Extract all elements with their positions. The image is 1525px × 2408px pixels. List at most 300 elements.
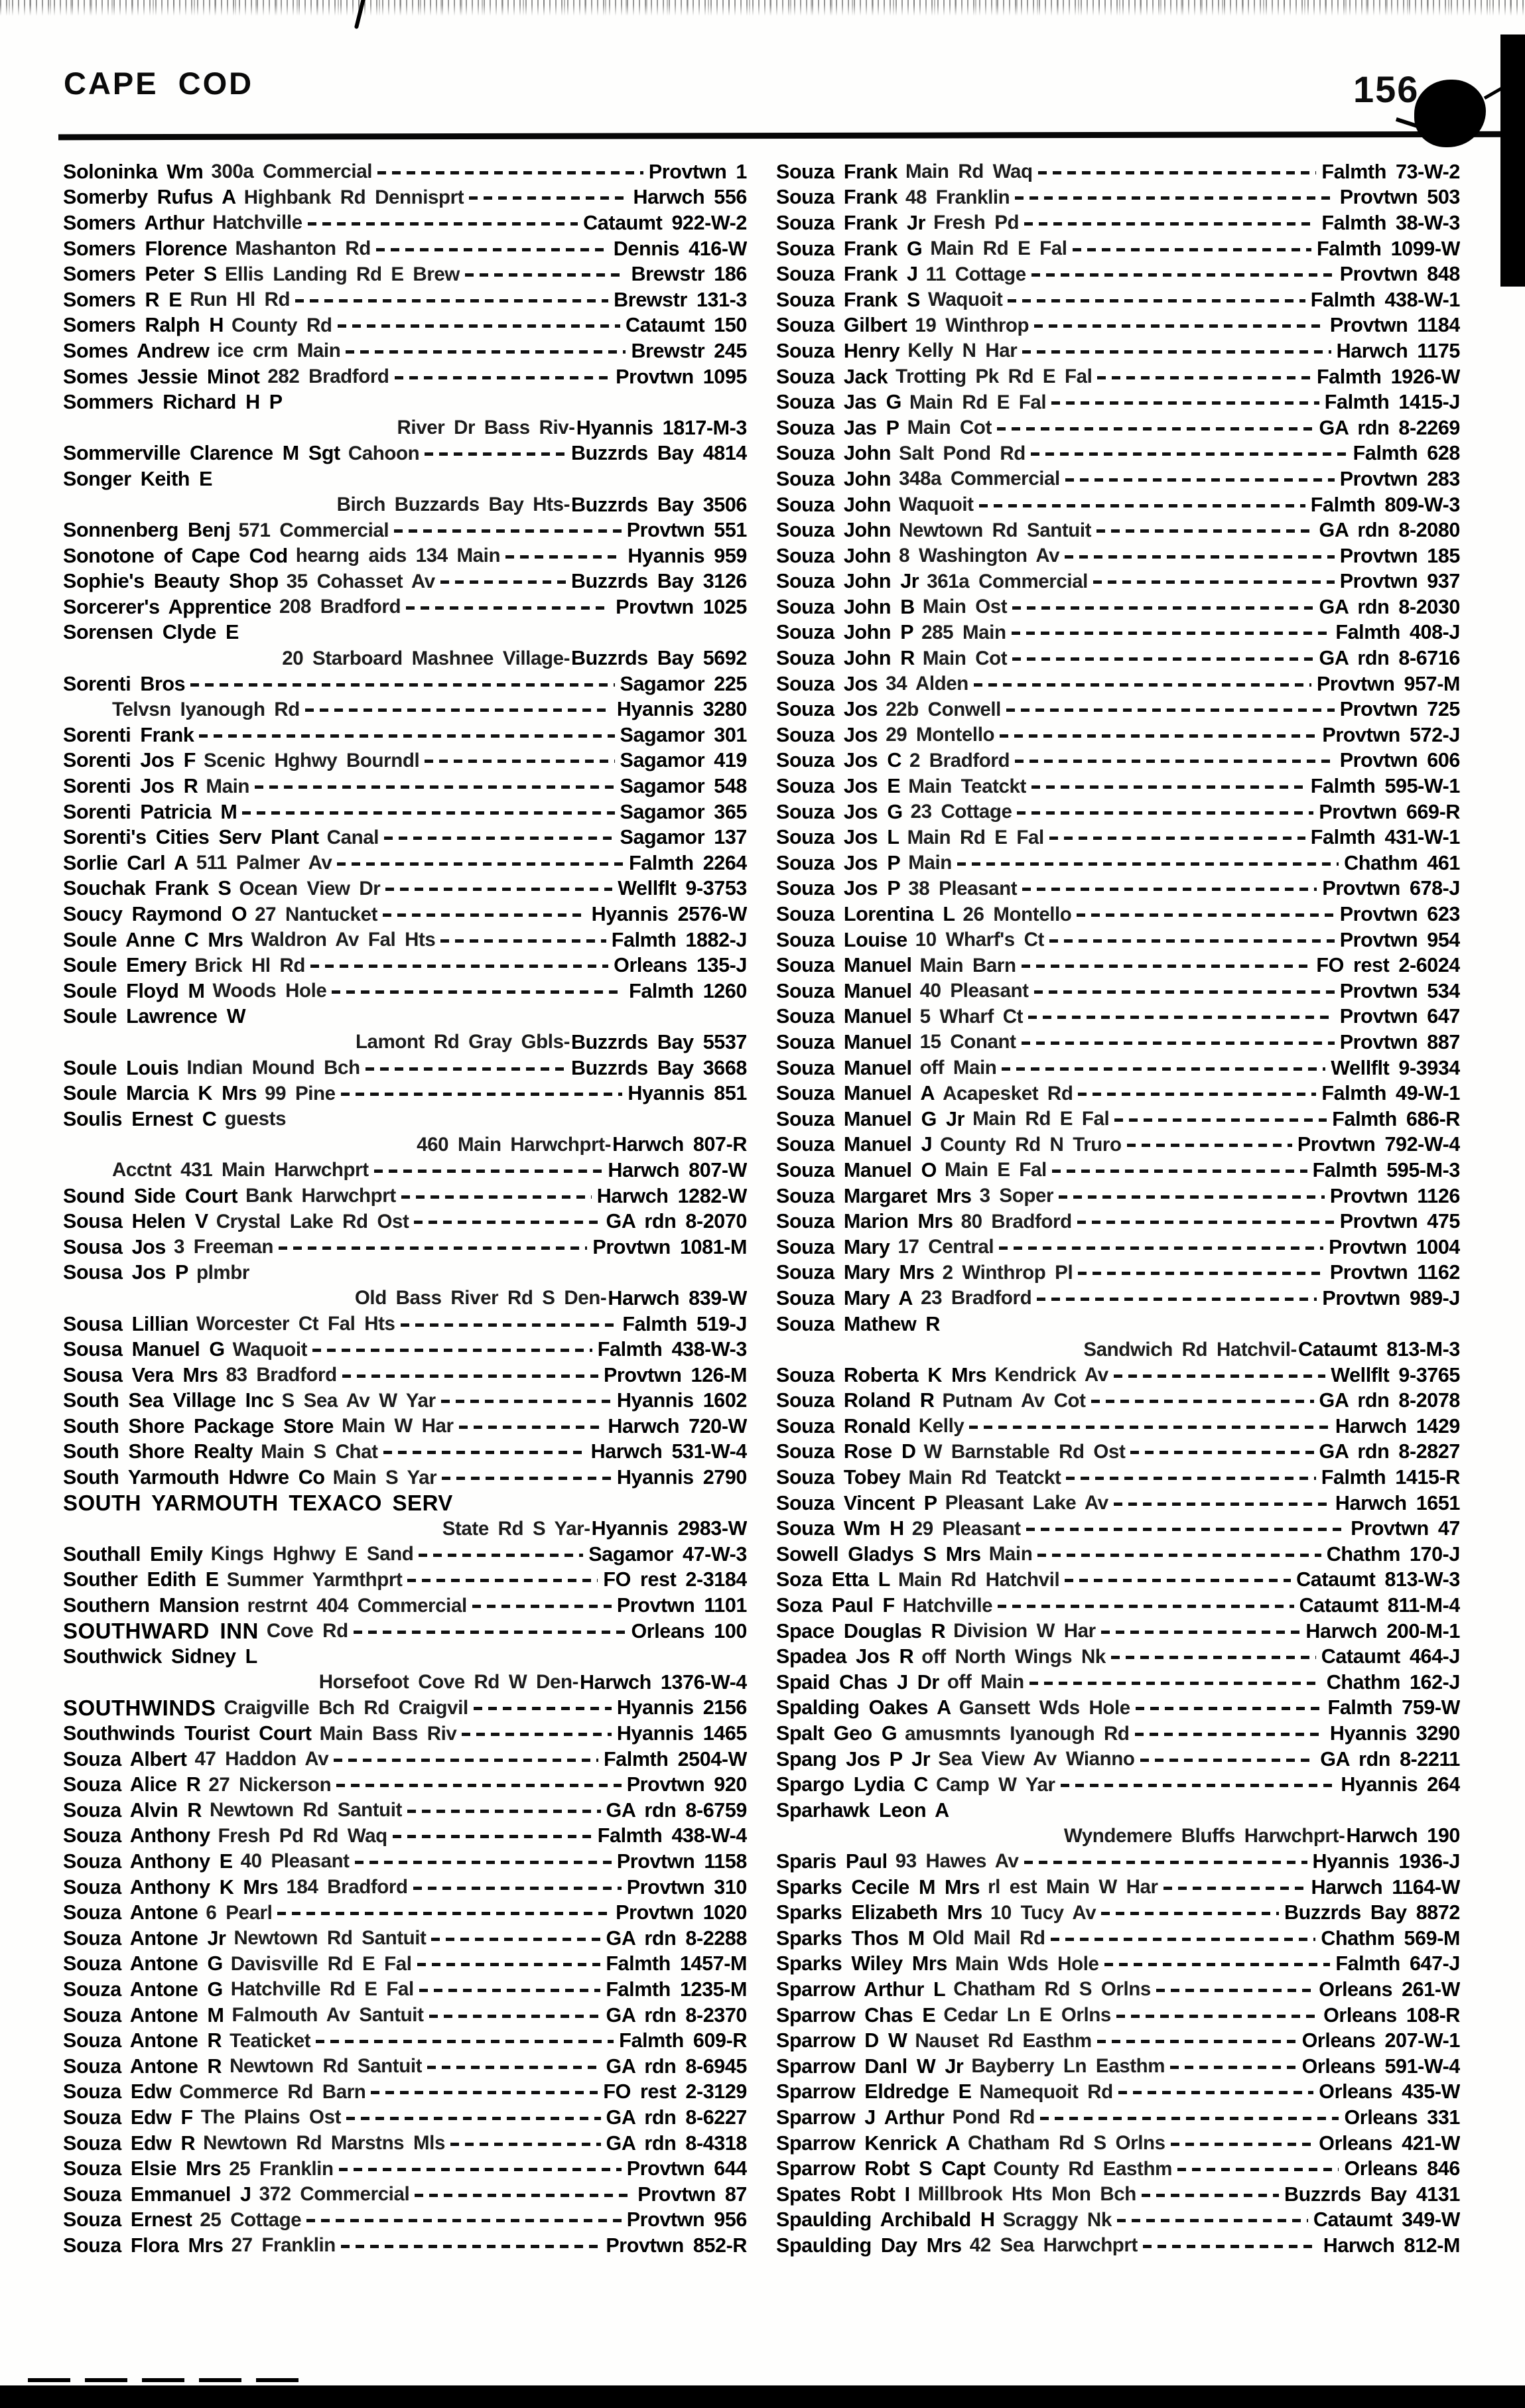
entry-name: Sparrow Eldredge E <box>776 2080 972 2104</box>
dash-leader <box>346 350 626 354</box>
directory-entry <box>776 1952 1460 1977</box>
entry-name: SOUTH YARMOUTH TEXACO SERV <box>63 1491 453 1516</box>
entry-phone-number: Orleans 207-W-1 <box>1301 2029 1460 2052</box>
dash-leader <box>1127 1144 1292 1147</box>
entry-name: Sonotone of Cape Cod <box>63 544 288 567</box>
directory-entry <box>63 364 747 390</box>
entry-name: Sound Side Court <box>63 1184 238 1207</box>
entry-phone-number: Provtwn 1 <box>648 160 747 183</box>
dash-leader <box>1012 657 1313 661</box>
entry-address: Ellis Landing Rd E Brew <box>224 263 460 285</box>
directory-entry <box>63 1926 747 1952</box>
entry-name: South Shore Package Store <box>63 1414 334 1438</box>
entry-phone-number: Provtwn 1126 <box>1329 1184 1460 1207</box>
entry-phone-number: Provtwn 989-J <box>1322 1286 1460 1309</box>
entry-phone-number: Falmth 49-W-1 <box>1321 1082 1460 1105</box>
entry-name: Souza Roberta K Mrs <box>776 1363 987 1386</box>
entry-name: Souza Mary A <box>776 1286 913 1309</box>
entry-phone-number: Provtwn 1095 <box>616 365 747 388</box>
entry-phone-number: Falmth 1260 <box>629 979 747 1002</box>
entry-address: 22b Conwell <box>886 698 1001 720</box>
entry-address: Kendrick Av <box>994 1364 1108 1386</box>
entry-address: Putnam Av Cot <box>942 1389 1086 1412</box>
entry-phone-number: Provtwn 644 <box>626 2157 747 2180</box>
directory-entry <box>776 722 1460 748</box>
entry-address: Hatchville <box>902 1594 993 1617</box>
entry-phone-number: Falmth 1457-M <box>606 1952 747 1975</box>
entry-address: Birch Buzzards Bay Hts- <box>336 494 570 516</box>
entry-phone-number: Harwch 720-W <box>608 1414 747 1438</box>
dash-leader <box>1049 939 1335 943</box>
entry-address: 2 Bradford <box>909 749 1010 771</box>
dash-leader <box>346 2117 601 2120</box>
entry-address: 38 Pleasant <box>908 877 1018 900</box>
entry-name-only <box>63 466 747 492</box>
dash-leader <box>1034 324 1325 328</box>
entry-name-only <box>776 1798 1460 1824</box>
dash-leader <box>1012 632 1331 635</box>
entry-address: S Sea Av W Yar <box>281 1389 436 1412</box>
dash-leader <box>1097 376 1311 379</box>
directory-entry <box>776 389 1460 415</box>
directory-entry <box>63 2182 747 2208</box>
entry-name: Sparrow Danl W Jr <box>776 2054 964 2078</box>
entry-address: Highbank Rd Dennisprt <box>243 186 464 208</box>
entry-name: Souza Elsie Mrs <box>63 2157 222 2180</box>
entry-address: W Barnstable Rd Ost <box>923 1440 1126 1463</box>
entry-address: Newtown Rd Marstns Mls <box>203 2132 445 2155</box>
entry-name: Soucy Raymond O <box>63 903 247 926</box>
entry-phone-number: Harwch 1282-W <box>596 1184 747 1207</box>
entry-phone-number: Falmth 1099-W <box>1316 237 1460 260</box>
dash-leader <box>406 606 610 610</box>
entry-name: Sparrow J Arthur <box>776 2106 945 2129</box>
entry-phone-number: Falmth 1415-R <box>1321 1466 1460 1489</box>
dash-leader <box>415 2194 632 2197</box>
entry-phone-number: Buzzrds Bay 3506 <box>571 493 747 516</box>
directory-entry <box>63 1747 747 1773</box>
entry-name: Sorenti Bros <box>63 672 186 695</box>
entry-address: 10 Tucy Av <box>990 1901 1096 1924</box>
entry-name-only <box>63 1644 747 1670</box>
entry-phone-number: Provtwn 87 <box>637 2182 747 2206</box>
entry-address: Newtown Rd Santuit <box>233 1927 427 1950</box>
entry-name: Souza Jos L <box>776 826 899 849</box>
entry-address: Pleasant Lake Av <box>945 1492 1108 1514</box>
directory-entry <box>63 876 747 902</box>
entry-address: Main Rd E Fal <box>930 237 1067 260</box>
entry-name: Souza Ronald <box>776 1414 911 1438</box>
entry-address: Bank Harwchprt <box>245 1185 396 1207</box>
entry-name: Sparrow Kenrick A <box>776 2131 960 2155</box>
entry-address: Pond Rd <box>952 2106 1035 2129</box>
dash-leader <box>997 427 1314 431</box>
entry-name: Souza Antone <box>63 1901 198 1924</box>
entry-address: Main S Yar <box>332 1466 437 1489</box>
dash-leader <box>1066 1477 1315 1480</box>
dash-leader <box>1077 1221 1335 1224</box>
entry-phone-number: Harwch 1429 <box>1335 1414 1460 1438</box>
dash-leader <box>474 1707 612 1710</box>
entry-name: Sparrow Chas E <box>776 2003 936 2027</box>
entry-phone-number: Provtwn 1081-M <box>592 1235 747 1258</box>
dash-leader <box>1135 1733 1325 1736</box>
directory-entry <box>776 261 1460 287</box>
entry-phone-number: Provtwn 1158 <box>616 1849 747 1873</box>
entry-name: Souza Lorentina L <box>776 903 955 926</box>
entry-phone-number: Provtwn 937 <box>1339 570 1460 593</box>
dash-leader <box>407 1810 601 1813</box>
entry-phone-number: GA rdn 8-2827 <box>1319 1440 1460 1463</box>
entry-phone-number: Provtwn 920 <box>626 1773 747 1796</box>
entry-phone-number: Chathm 162-J <box>1326 1670 1460 1694</box>
dash-leader <box>419 1554 583 1557</box>
entry-address: Main Wds Hole <box>955 1952 1099 1975</box>
dash-leader <box>1177 2168 1339 2171</box>
directory-entry <box>63 1363 747 1388</box>
entry-name: Spadea Jos R <box>776 1645 914 1668</box>
dash-leader <box>342 1374 598 1378</box>
entry-name: Spaid Chas J Dr <box>776 1670 939 1694</box>
directory-entry <box>776 1644 1460 1670</box>
directory-entry <box>63 569 747 595</box>
directory-entry <box>776 876 1460 902</box>
entry-phone-number: Provtwn 475 <box>1339 1210 1460 1233</box>
entry-address: Acapesket Rd <box>943 1082 1073 1104</box>
entry-name: Spaulding Archibald H <box>776 2208 995 2232</box>
dash-leader <box>442 1477 612 1480</box>
entry-name: Sorenti Jos R <box>63 775 198 798</box>
entry-phone-number: GA rdn 8-4318 <box>606 2131 747 2155</box>
directory-entry <box>63 1542 747 1568</box>
entry-address: State Rd S Yar- <box>442 1517 590 1540</box>
entry-name: Souchak Frank S <box>63 877 232 900</box>
entry-name: Souza Jos P <box>776 877 901 900</box>
directory-entry <box>776 1465 1460 1491</box>
entry-address: Main <box>908 852 952 874</box>
entry-phone-number: FO rest 2-3184 <box>603 1568 747 1591</box>
entry-address: Summer Yarmthprt <box>226 1568 403 1591</box>
entry-phone-number: Provtwn 1162 <box>1329 1261 1460 1284</box>
entry-address: Kelly N Har <box>907 340 1018 362</box>
entry-continuation <box>63 1670 747 1696</box>
directory-entry <box>63 1772 747 1798</box>
entry-name: Souza Antone G <box>63 1977 223 2001</box>
directory-entry <box>776 1875 1460 1901</box>
entry-address: Main Cot <box>922 647 1008 669</box>
entry-address: 19 Winthrop <box>915 314 1029 336</box>
entry-address: Teaticket <box>230 2029 311 2052</box>
entry-name: Souza Edw <box>63 2080 172 2104</box>
entry-phone-number: Falmth 2264 <box>629 851 747 874</box>
entry-address: Old Mail Rd <box>932 1927 1045 1950</box>
directory-entry <box>776 1516 1460 1542</box>
entry-name: Souza Louise <box>776 928 907 951</box>
entry-address: 10 Wharf's Ct <box>915 929 1044 951</box>
entry-name: Somers Arthur <box>63 211 205 234</box>
entry-address: Davisville Rd E Fal <box>230 1952 412 1975</box>
entry-name: Sparis Paul <box>776 1849 888 1873</box>
entry-phone-number: Falmth 595-M-3 <box>1312 1158 1460 1181</box>
entry-address: Main Rd E Fal <box>909 391 1047 413</box>
entry-name: Sparks Thos M <box>776 1926 925 1950</box>
entry-name: Soza Etta L <box>776 1568 890 1591</box>
directory-entry <box>776 338 1460 364</box>
entry-phone-number: Orleans 100 <box>631 1619 747 1642</box>
entry-name: Souza John B <box>776 595 915 618</box>
entry-name: South Sea Village Inc <box>63 1389 274 1412</box>
dash-leader <box>1170 2066 1297 2069</box>
entry-name: Souza Antone Jr <box>63 1926 226 1950</box>
entry-name: Sorenti's Cities Serv Plant <box>63 826 319 849</box>
entry-phone-number: Hyannis 1602 <box>616 1389 747 1412</box>
entry-name: Sommers Richard H P <box>63 391 283 414</box>
directory-entry <box>776 1286 1460 1311</box>
entry-phone-number: Falmth 1882-J <box>611 928 747 951</box>
entry-phone-number: Provtwn 283 <box>1339 467 1460 490</box>
entry-phone-number: Harwch 1376-W-4 <box>580 1670 747 1694</box>
entry-address: 15 Conant <box>919 1031 1016 1053</box>
entry-phone-number: Buzzrds Bay 8872 <box>1284 1901 1460 1924</box>
directory-entry <box>776 1106 1460 1132</box>
entry-continuation <box>63 415 747 441</box>
directory-entry <box>776 2208 1460 2234</box>
entry-name: Souza Antone R <box>63 2029 222 2052</box>
entry-address: Kings Hghwy E Sand <box>210 1543 414 1566</box>
dash-leader <box>242 811 614 815</box>
dash-leader <box>1065 555 1335 559</box>
entry-address: Newtown Rd Santuit <box>210 1799 402 1822</box>
directory-entry <box>776 1209 1460 1235</box>
dash-leader <box>1114 1374 1326 1378</box>
directory-entry <box>776 1439 1460 1465</box>
entry-address: Chatham Rd S Orlns <box>967 2132 1165 2155</box>
entry-name: Souza John <box>776 493 892 516</box>
dash-leader <box>376 248 608 251</box>
dash-leader <box>393 1835 592 1838</box>
dash-leader <box>401 1323 618 1327</box>
entry-phone-number: Falmth 73-W-2 <box>1321 160 1460 183</box>
entry-address: Sandwich Rd Hatchvil- <box>1083 1338 1297 1361</box>
directory-entry <box>776 1926 1460 1952</box>
entry-phone-number: Hyannis 2790 <box>616 1466 747 1489</box>
directory-entry <box>63 1183 747 1209</box>
edge-scan-band <box>1500 34 1525 287</box>
entry-name: Soza Paul F <box>776 1594 895 1617</box>
entry-address: Horsefoot Cove Rd W Den- <box>318 1671 579 1694</box>
directory-entry <box>63 825 747 850</box>
entry-phone-number: GA rdn 8-2030 <box>1319 595 1460 618</box>
entry-phone-number: Provtwn 1025 <box>616 595 747 618</box>
entry-address: 2 Winthrop Pl <box>942 1261 1073 1284</box>
entry-address: Fresh Pd Rd Waq <box>218 1824 387 1847</box>
dash-leader <box>974 683 1311 687</box>
directory-entry <box>63 1235 747 1260</box>
entry-address: Indian Mound Bch <box>186 1057 360 1079</box>
entry-name: Souza Frank Jr <box>776 211 926 234</box>
entry-address: Hatchville Rd E Fal <box>230 1978 414 2001</box>
entry-name: Southwinds Tourist Court <box>63 1722 312 1745</box>
dash-leader <box>341 2245 600 2248</box>
entry-phone-number: Chathm 461 <box>1344 851 1460 874</box>
entry-address: Waquoit <box>232 1338 308 1361</box>
entry-name: Spaulding Day Mrs <box>776 2234 962 2257</box>
directory-entry <box>63 261 747 287</box>
entry-address: Main Ost <box>922 596 1008 618</box>
entry-address: 208 Bradford <box>279 596 401 618</box>
entry-name: Sousa Vera Mrs <box>63 1363 218 1386</box>
entry-phone-number: GA rdn 8-6716 <box>1319 647 1460 670</box>
entry-name: Spargo Lydia C <box>776 1773 928 1796</box>
entry-name: Souza Jos P <box>776 851 901 874</box>
directory-entry <box>776 1747 1460 1773</box>
entry-address: Kelly <box>918 1415 964 1438</box>
entry-address: Ocean View Dr <box>239 877 381 900</box>
entry-phone-number: GA rdn 8-2070 <box>606 1210 747 1233</box>
dash-leader <box>1140 1759 1315 1762</box>
dash-leader <box>1022 350 1331 354</box>
entry-name: Sparks Wiley Mrs <box>776 1952 947 1975</box>
directory-entry <box>776 645 1460 671</box>
entry-name: Souza Mathew R <box>776 1312 941 1335</box>
entry-address: 11 Cottage <box>925 263 1026 285</box>
dash-leader <box>459 1426 603 1429</box>
entry-name: Souza Manuel J <box>776 1133 933 1156</box>
dash-leader <box>1031 785 1305 789</box>
directory-entry <box>776 185 1460 211</box>
dash-leader <box>332 990 624 994</box>
entry-name: Souza Marion Mrs <box>776 1210 953 1233</box>
entry-name: Spalt Geo G <box>776 1722 897 1745</box>
dash-leader <box>255 785 615 789</box>
entry-address: 83 Bradford <box>226 1364 337 1386</box>
entry-address: Main Rd Waq <box>905 161 1033 183</box>
entry-name: Souza Ernest <box>63 2208 192 2232</box>
entry-name: Spang Jos P Jr <box>776 1747 931 1771</box>
dash-leader <box>1015 196 1334 200</box>
entry-address: Nauset Rd Easthm <box>915 2029 1092 2052</box>
dash-leader <box>1031 273 1335 277</box>
entry-name: Soule Emery <box>63 954 187 977</box>
entry-name: Souza John P <box>776 621 914 644</box>
entry-phone-number: Falmth 1235-M <box>606 1977 747 2001</box>
directory-entry <box>63 1465 747 1491</box>
entry-phone-number: Provtwn 623 <box>1339 903 1460 926</box>
entry-name: South Yarmouth Hdwre Co <box>63 1466 325 1489</box>
entry-address: Newtown Rd Santuit <box>230 2055 423 2078</box>
directory-entry <box>63 1311 747 1337</box>
entry-name: Southall Emily <box>63 1542 203 1566</box>
entry-name-only <box>776 1311 1460 1337</box>
entry-name: SOUTHWINDS <box>63 1695 216 1720</box>
entry-name: Souza Antone R <box>63 2054 222 2078</box>
dash-leader <box>306 2219 621 2222</box>
dash-leader <box>1022 1041 1335 1045</box>
entry-continuation <box>63 1516 747 1542</box>
directory-entry <box>776 594 1460 620</box>
entry-phone-number: Hyannis 3290 <box>1329 1722 1460 1745</box>
entry-name: Souza John Jr <box>776 570 919 593</box>
entry-phone-number: Cataumt 813-W-3 <box>1296 1568 1460 1591</box>
entry-phone-number: Falmth 519-J <box>622 1312 747 1335</box>
directory-entry <box>776 1004 1460 1030</box>
dash-leader <box>505 555 622 559</box>
entry-name: Souza Tobey <box>776 1466 901 1489</box>
entry-phone-number: Buzzrds Bay 5537 <box>571 1030 747 1053</box>
entry-phone-number: Harwch 531-W-4 <box>590 1440 747 1463</box>
entry-address: 361a Commercial <box>927 570 1088 592</box>
directory-entry <box>776 1696 1460 1721</box>
entry-phone-number: Harwch 807-W <box>608 1158 747 1181</box>
entry-name: Sousa Helen V <box>63 1210 208 1233</box>
entry-address: 48 Franklin <box>905 186 1010 208</box>
dash-leader <box>310 965 608 968</box>
directory-entry <box>63 2003 747 2029</box>
dash-leader <box>419 1989 601 1992</box>
directory-entry <box>776 1388 1460 1414</box>
entry-name-only <box>63 1004 747 1030</box>
entry-name: Souza Jos C <box>776 749 901 772</box>
entry-name: Southern Mansion <box>63 1594 239 1617</box>
dash-leader <box>395 376 611 379</box>
dash-leader <box>1130 1451 1313 1454</box>
entry-continuation <box>63 645 747 671</box>
entry-phone-number: Cataumt 349-W <box>1313 2208 1460 2232</box>
entry-phone-number: Chathm 569-M <box>1321 1926 1460 1950</box>
entry-address: Sea View Av Wianno <box>938 1748 1135 1771</box>
entry-name: Souza Margaret Mrs <box>776 1184 972 1207</box>
dash-leader <box>1118 2091 1314 2094</box>
entry-sub-listing <box>63 697 747 722</box>
entry-phone-number: Provtwn 954 <box>1339 928 1460 951</box>
entry-name: Sparhawk Leon A <box>776 1798 949 1822</box>
entry-address: 29 Montello <box>886 724 995 746</box>
entry-name: Sparks Elizabeth Mrs <box>776 1901 982 1924</box>
entry-address: Main Teatckt <box>908 775 1026 797</box>
entry-address: 35 Cohasset Av <box>286 570 435 592</box>
entry-name: Souza Rose D <box>776 1440 916 1463</box>
directory-entry <box>63 543 747 569</box>
directory-entry <box>63 159 747 185</box>
entry-name: Sparrow Robt S Capt <box>776 2157 986 2180</box>
entry-phone-number: Harwch 812-M <box>1323 2234 1460 2257</box>
entry-phone-number: Orleans 331 <box>1344 2106 1460 2129</box>
dash-leader <box>1037 1298 1317 1301</box>
entry-phone-number: Falmth 408-J <box>1335 621 1460 644</box>
directory-entry <box>776 492 1460 518</box>
directory-entry <box>776 441 1460 467</box>
entry-name: Souza Manuel <box>776 1056 912 1079</box>
entry-name: Sommerville Clarence M Sgt <box>63 442 340 465</box>
directory-entry <box>776 1721 1460 1747</box>
entry-phone-number: Provtwn 185 <box>1339 544 1460 567</box>
entry-name: Somerby Rufus A <box>63 186 236 209</box>
entry-address: 184 Bradford <box>286 1876 408 1899</box>
directory-entry <box>776 1593 1460 1619</box>
directory-entry <box>63 953 747 978</box>
entry-phone-number: Brewstr 131-3 <box>614 288 747 311</box>
scan-noise-top <box>0 0 1525 16</box>
directory-entry <box>776 1363 1460 1388</box>
directory-entry <box>63 1798 747 1824</box>
entry-phone-number: Provtwn 848 <box>1339 263 1460 286</box>
dash-leader <box>417 1963 601 1966</box>
dash-leader <box>385 888 612 891</box>
entry-phone-number: Harwch 1651 <box>1335 1491 1460 1514</box>
entry-phone-number: Falmth 431-W-1 <box>1310 826 1460 849</box>
entry-phone-number: Falmth 38-W-3 <box>1321 211 1460 234</box>
entry-phone-number: GA rdn 8-6759 <box>606 1798 747 1822</box>
